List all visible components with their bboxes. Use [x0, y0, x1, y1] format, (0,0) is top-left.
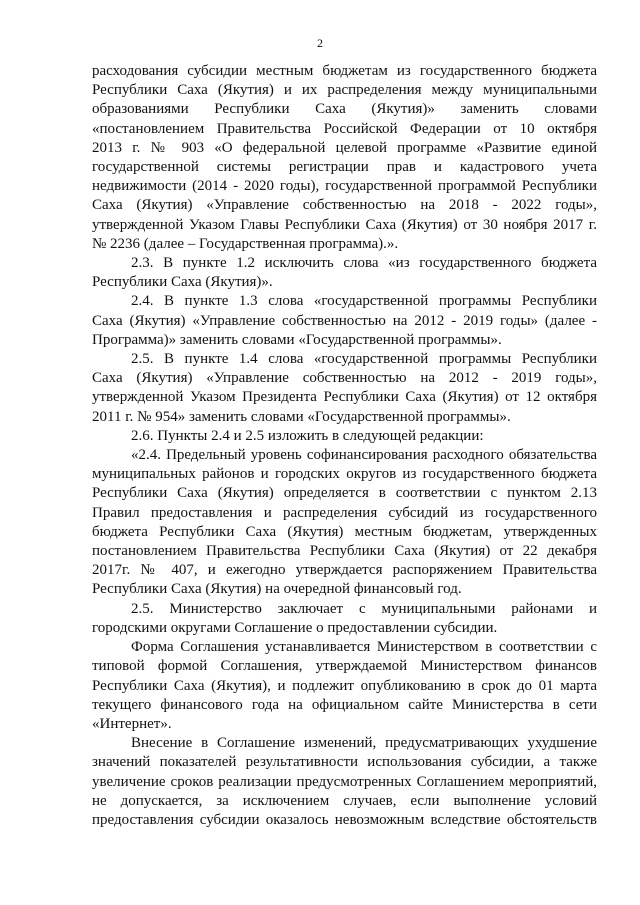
text-line: Республики Саха (Якутия)». [92, 274, 273, 291]
text-line: Республики Саха (Якутия) и их распределения между муниципальными [92, 82, 597, 99]
text-line: предоставления субсидии оказалось невозможным вследствие обстоятельств [92, 811, 597, 828]
text-line: Правил предоставления и распределения субсидий из государственного [92, 504, 597, 521]
text-line: городскими округами Соглашение о предоставлении субсидии. [92, 619, 498, 636]
text-line: бюджета Республики Саха (Якутия) местным бюджетам, утвержденных [92, 523, 597, 540]
text-line: 2.6. Пункты 2.4 и 2.5 изложить в следующей редакции: [131, 427, 484, 444]
text-line: недвижимости (2014 - 2020 годы), государственной программой Республики [92, 178, 597, 195]
text-line: образованиями Республики Саха (Якутия)» заменить словами [92, 101, 597, 118]
text-line: 2.4. В пункте 1.3 слова «государственной программы Республики [131, 293, 597, 310]
text-line: увеличение сроков реализации предусмотренных Соглашением мероприятий, [92, 773, 597, 790]
text-line: постановлением Правительства Республики Саха (Якутия) от 22 декабря [92, 543, 597, 560]
text-line: Саха (Якутия) «Управление собственностью на 2012 - 2019 годы» (далее - [92, 312, 597, 329]
text-line: государственной системы регистрации прав и кадастрового учета [92, 159, 597, 176]
text-line: значений показателей результативности использования субсидии, а также [92, 754, 597, 771]
text-line: 2.5. В пункте 1.4 слова «государственной программы Республики [131, 351, 597, 368]
text-line: «2.4. Предельный уровень софинансирования расходного обязательства [131, 447, 597, 464]
text-line: не допускается, за исключением случаев, если выполнение условий [92, 792, 597, 809]
text-line: Саха (Якутия) «Управление собственностью на 2018 - 2022 годы», [92, 197, 597, 214]
text-line: 2017г. № 407, и ежегодно утверждается распоряжением Правительства [92, 562, 597, 579]
text-line: текущего финансового года на официальном сайте Министерства в сети [92, 696, 597, 713]
page-number: 2 [317, 36, 323, 50]
text-line: Внесение в Соглашение изменений, предусматривающих ухудшение [131, 735, 597, 752]
text-line: утвержденной Указом Президента Республики Саха (Якутия) от 12 октября [92, 389, 597, 406]
text-line: Республики Саха (Якутия), и подлежит опубликованию в срок до 01 марта [92, 677, 597, 694]
text-line: Республики Саха (Якутия) определяется в соответствии с пунктом 2.13 [92, 485, 597, 502]
text-line: утвержденной Указом Главы Республики Саха (Якутия) от 30 ноября 2017 г. [92, 216, 597, 233]
text-line: типовой формой Соглашения, утверждаемой Министерством финансов [92, 658, 597, 675]
text-line: 2011 г. № 954» заменить словами «Государственной программы». [92, 408, 511, 425]
text-line: 2013 г. № 903 «О федеральной целевой программе «Развитие единой [92, 139, 597, 156]
text-line: Саха (Якутия) «Управление собственностью на 2012 - 2019 годы», [92, 370, 597, 387]
text-line: Форма Соглашения устанавливается Министерством в соответствии с [131, 639, 597, 656]
text-line: муниципальных районов и городских округов из государственного бюджета [92, 466, 597, 483]
text-line: расходования субсидии местным бюджетам из государственного бюджета [92, 63, 597, 79]
text-line: Республики Саха (Якутия) на очередной финансовый год. [92, 581, 462, 598]
text-line: «Интернет». [92, 715, 172, 732]
text-line: 2.3. В пункте 1.2 исключить слова «из государственного бюджета [131, 255, 597, 272]
text-line: «постановлением Правительства Российской Федерации от 10 октября [92, 120, 597, 137]
document-body [92, 62, 597, 830]
text-line: 2.5. Министерство заключает с муниципальными районами и [131, 600, 597, 617]
text-line: Программа)» заменить словами «Государственной программы». [92, 331, 502, 348]
text-line: № 2236 (далее – Государственная программа).». [92, 235, 399, 252]
